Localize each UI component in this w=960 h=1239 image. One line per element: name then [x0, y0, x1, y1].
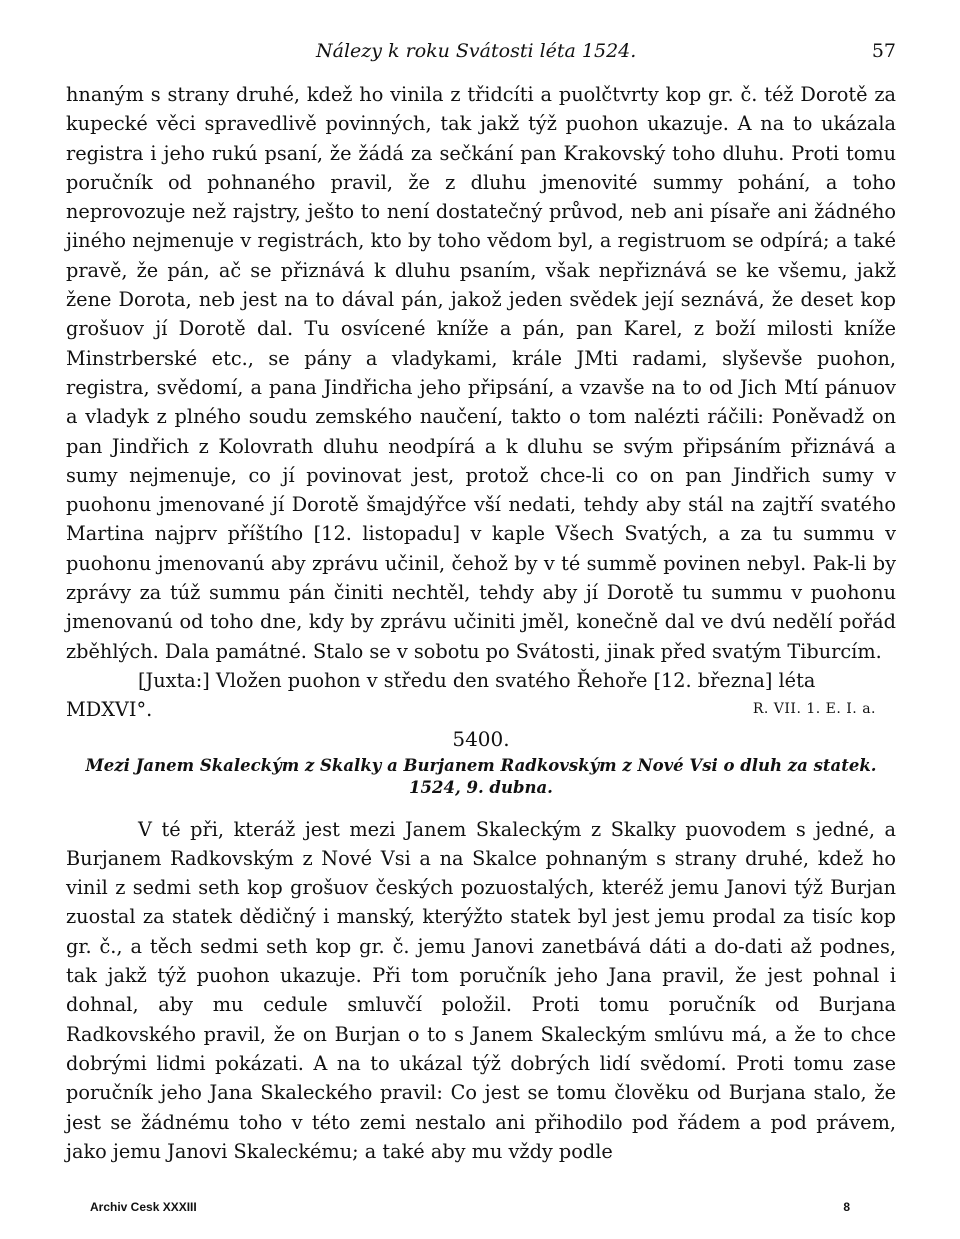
running-title: Nálezy k roku Svátosti léta 1524.: [316, 40, 637, 62]
entry-body: V té při, kteráž jest mezi Janem Skaleckým z Skalky puovodem s jedné, a Burjanem Radkovským z Nové Vsi a na Skalce pohnaným s strany druhé, kdež ho vinil z sedmi seth kop grošuov českých pozuostalých, kteréž jemu Janovi týž Burjan zuostal za statek dědičný i manský, kterýžto statek byl jest jemu prodal za tisíc kop gr. č., a těch sedmi seth kop gr. č. jemu Janovi zanetbává dáti a do-dati až podnes, tak jakž týž puohon ukazuje. Při tom poručník jeho Jana pravil, že jest pohnal i dohnal, aby mu cedule smluvčí položil. Proti tomu poručník od Burjana Radkovského pravil, že on Burjan o to s Janem Skaleckým smlúvu má, a že to chce dobrými lidmi pokázati. A na to ukázal týž dobrých lidí svědomí. Proti tomu zase poručník jeho Jana Skaleckého pravil: Co jest se tomu člověku od Burjana stalo, že jest se žádnému toho v této zemi nestalo ani přihodilo pod řádem a pod právem, jako jemu Janovi Skaleckému; a také aby mu vždy podle: [66, 817, 896, 1163]
entry-heading-date: 1524, 9. dubna.: [409, 777, 553, 797]
archive-signature: R. VII. 1. E. I. a.: [752, 701, 876, 718]
year-numeral: MDXVI°.: [66, 698, 153, 722]
page-number: 57: [871, 40, 896, 62]
footer-sheet-number: 8: [843, 1200, 850, 1214]
page-header: [66, 40, 896, 80]
entry-heading: [66, 755, 896, 799]
page-footer: [90, 1200, 850, 1214]
juxta-final-line: [66, 695, 896, 724]
document-page: [66, 40, 896, 1166]
entry-number: 5400.: [452, 726, 510, 751]
juxta-paragraph: [Juxta:] Vložen puohon v středu den svatého Řehoře [12. března] léta: [138, 668, 816, 692]
entry-heading-title: Mezi Janem Skaleckým z Skalky a Burjanem Radkovským z Nové Vsi o dluh za statek.: [85, 755, 877, 775]
footer-signature: Archiv Cesk XXXIII: [90, 1200, 197, 1214]
body-paragraph: hnaným s strany druhé, kdež ho vinila z třidcíti a puolčtvrty kop gr. č. též Dorotě za kupecké věci spravedlivě povinných, tak jakž týž puohon ukazuje. A na to ukázala registra i jeho rukú psaní, že žádá za sečkání pan Krakovský toho dluhu. Proti tomu poručník od pohnaného pravil, že z dluhu jmenovité summy pohání, a toho neprovozuje než rajstry, ješto to není dostatečný průvod, neb ani písaře ani žádného jiného nejmenuje v registrách, kto by toho vědom byl, a registruom se odpírá; a také pravě, že pán, ač se přiznává k dluhu psaním, však nepřiznává se ke všemu, jakž žene Dorota, neb jest na to dával pán, jakož jeden svědek její seznává, že deset kop grošuov jí Dorotě dal. Tu osvícené kníže a pán, pan Karel, z boží milosti kníže Minstrberské etc., se pány a vladykami, krále JMti radami, slyševše puohon, registra, svědomí, a pana Jindřicha jeho připsání, a vzavše na to od Jich Mtí pánuov a vladyk z plného soudu zemského naučení, takto o tom nalézti ráčili: Poněvadž on pan Jindřich z Kolovrath dluhu neodpírá a k dluhu se svým připsáním přiznává a sumy nejmenuje, co jí povinovat jest, protož chce-li co on pan Jindřich sumy v puohonu jmenované jí Dorotě šmajdýřce vší nedati, tehdy aby stál na zajtří svatého Martina najprv příštího [12. listopadu] v kaple Všech Svatých, a za tu summu v puohonu jmenovanú aby zprávu učinil, čehož by v té summě povinen nebyl. Pak-li by zprávy za túž summu pán činiti nechtěl, tehdy aby jí Dorotě tu summu v puohonu jmenovanú od toho dne, kdy by zprávu učiniti jměl, konečně dal ve dvú nedělí pořád zběhlých. Dala památné. Stalo se v sobotu po Svátosti, jinak před svatým Tiburcím.: [66, 83, 896, 663]
